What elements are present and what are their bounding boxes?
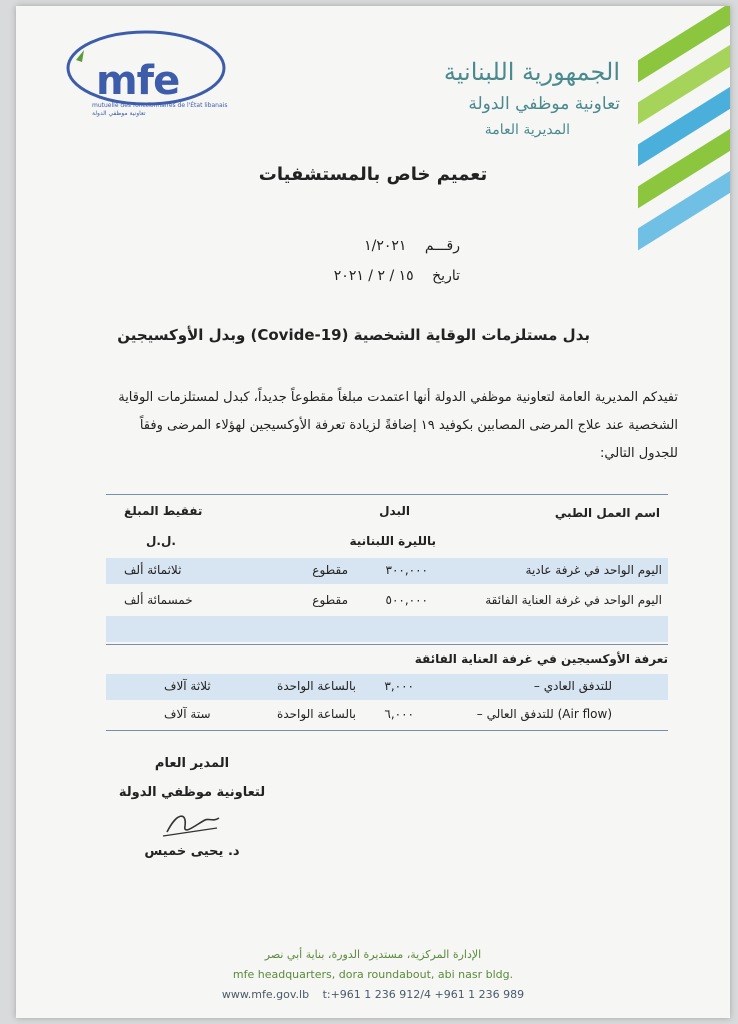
row-words: خمسمائة ألف — [124, 593, 193, 607]
allowance-table — [106, 494, 668, 734]
signature-title: المدير العام — [154, 756, 230, 771]
handwritten-signature-icon — [157, 804, 227, 844]
logo-text: mfe — [96, 58, 180, 104]
table-row-empty — [106, 616, 668, 642]
signature-name: د. يحيى خميس — [144, 844, 240, 859]
row-value: ٣٠٠,٠٠٠ — [385, 563, 428, 577]
logo-subtitle-ar: تعاونية موظفي الدولة — [92, 110, 146, 117]
row-label: اليوم الواحد في غرفة العناية الفائقة — [485, 593, 662, 607]
footer-address-en: mfe headquarters, dora roundabout, abi nasr bldg. — [232, 968, 514, 981]
reference-number-label: رقـــم — [424, 238, 460, 254]
reference-number — [364, 238, 460, 254]
header-currency: ل.ل. — [146, 534, 176, 548]
oxygen-section-title: تعرفة الأوكسيجين في غرفة العناية الفائقة — [414, 652, 668, 666]
mfe-logo — [46, 20, 228, 117]
footer-phones: t:+961 1 236 912/4 +961 1 236 989 — [322, 988, 525, 1001]
row-words: ثلاثمائة ألف — [124, 563, 182, 577]
reference-date — [334, 268, 460, 284]
table-bottom-rule — [106, 730, 668, 731]
row-value: ٦,٠٠٠ — [384, 707, 414, 721]
row-label: اليوم الواحد في غرفة عادية — [525, 563, 662, 577]
row-label: – للتدفق العالي (Air flow) — [476, 707, 612, 721]
footer-contact — [16, 988, 730, 1001]
table-row — [106, 558, 668, 584]
reference-date-label: تاريخ — [432, 268, 460, 284]
memo-title: تعميم خاص بالمستشفيات — [258, 164, 488, 185]
table-row — [106, 674, 668, 700]
row-words: ستة آلاف — [164, 707, 211, 721]
signature-org: لتعاونية موظفي الدولة — [118, 785, 266, 800]
row-unit: بالساعة الواحدة — [277, 679, 356, 693]
body-paragraph — [78, 384, 678, 468]
body-line: تفيدكم المديرية العامة لتعاونية موظفي الدولة أنها اعتمدت مبلغاً مقطوعاً جديداً، كبدل لمستلزمات الوقاية — [118, 390, 678, 405]
footer-website[interactable]: www.mfe.gov.lb — [221, 988, 310, 1001]
table-row — [106, 588, 668, 614]
row-label: – للتدفق العادي — [533, 679, 612, 693]
header-allowance-unit: بالليرة اللبنانية — [349, 534, 436, 548]
header-amount-words: تفقيط المبلغ — [124, 504, 203, 518]
row-words: ثلاثة آلاف — [164, 679, 211, 693]
row-value: ٥٠٠,٠٠٠ — [385, 593, 428, 607]
row-unit: مقطوع — [312, 593, 348, 607]
republic-heading: الجمهورية اللبنانية — [443, 58, 620, 86]
row-unit: بالساعة الواحدة — [277, 707, 356, 721]
document-page — [16, 6, 730, 1018]
logo-subtitle — [92, 102, 232, 118]
table-row — [106, 702, 668, 728]
table-mid-rule — [106, 644, 668, 645]
table-top-rule — [106, 494, 668, 495]
cooperative-heading: تعاونية موظفي الدولة — [468, 94, 620, 114]
reference-number-value: ١/٢٠٢١ — [364, 238, 407, 254]
body-line: للجدول التالي: — [600, 446, 678, 461]
header-allowance: البدل — [379, 504, 410, 518]
logo-subtitle-fr: mutuelle des fonctionnaires de l'État libanais — [92, 102, 228, 109]
body-line: الشخصية عند علاج المرضى المصابين بكوفيد ١٩ إضافةً لزيادة تعرفة الأوكسيجين لهؤلاء المرضى وفقاً — [139, 418, 678, 433]
subject-line: بدل مستلزمات الوقاية الشخصية (Covide-19) وبدل الأوكسيجين — [117, 326, 590, 344]
directorate-heading: المديرية العامة — [484, 122, 570, 138]
row-value: ٣,٠٠٠ — [384, 679, 414, 693]
footer-address-ar: الإدارة المركزية، مستديرة الدورة، بناية أبي نصر — [264, 948, 482, 961]
reference-date-value: ١٥ / ٢ / ٢٠٢١ — [333, 268, 414, 284]
signature-block — [112, 756, 272, 859]
row-unit: مقطوع — [312, 563, 348, 577]
header-medical-act: اسم العمل الطبي — [554, 506, 660, 520]
